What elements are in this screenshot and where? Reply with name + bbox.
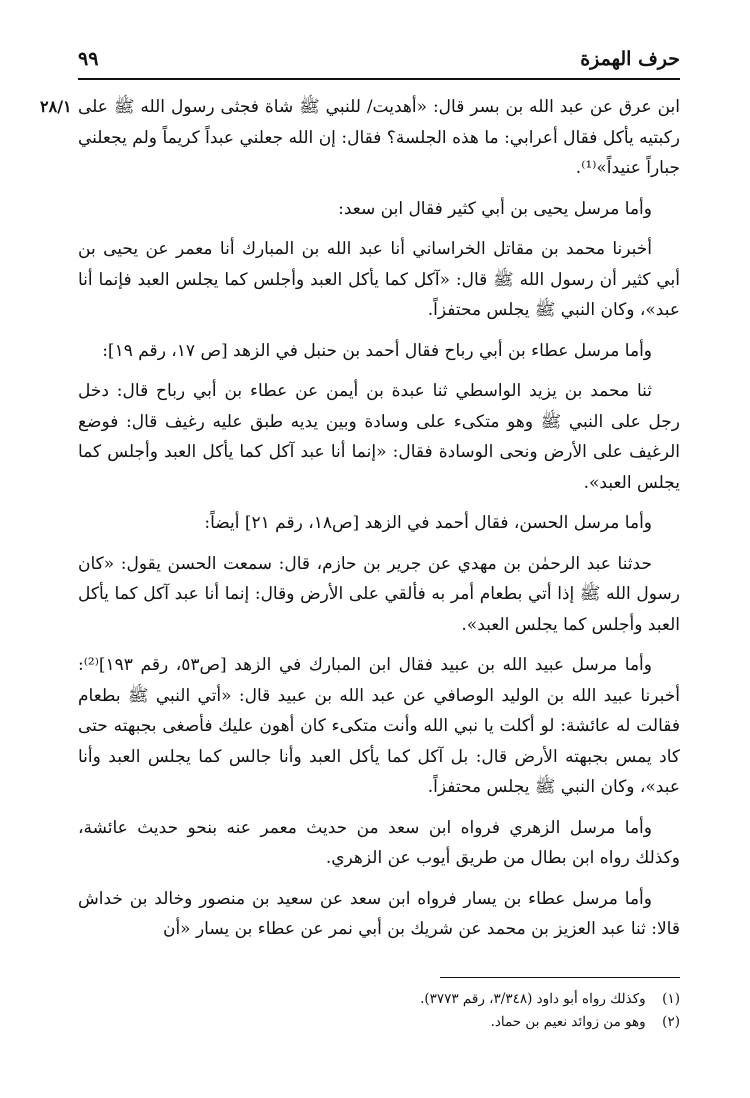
paragraph: حدثنا عبد الرحمٰن بن مهدي عن جرير بن حازم، قال: سمعت الحسن يقول: «كان رسول الله ﷺ إذا أتي بطعام أمر به فألقي على الأرض وقال: إنما أنا عبد آكل كما يأكل العبد وأجلس كما يجلس العبد». xyxy=(78,553,680,635)
main-text xyxy=(78,92,680,945)
paragraph: أخبرنا محمد بن مقاتل الخراساني أنا عبد الله بن المبارك أنا معمر عن يحيى بن أبي كثير أن رسول الله ﷺ قال: «آكل كما يأكل العبد وأجلس كما يجلس العبد فإنما أنا عبد»، وكان النبي ﷺ يجلس محتفزاً. xyxy=(78,239,680,320)
paragraph: وأما مرسل الزهري فرواه ابن سعد من حديث معمر عنه بنحو حديث عائشة، وكذلك رواه ابن بطال من طريق أيوب عن الزهري. xyxy=(78,817,680,868)
paragraph: ابن عرق عن عبد الله بن بسر قال: «أهديت/ للنبي ﷺ شاة فجثى رسول الله ﷺ على ركبتيه يأكل فقال أعرابي: ما هذه الجلسة؟ فقال: إن الله جعلني عبداً كريماً ولم يجعلني جباراً عنيداً»⁽¹⁾. xyxy=(78,97,680,178)
header-rule xyxy=(78,78,680,80)
footnote-text: وهو من زوائد نعيم بن حماد. xyxy=(490,1014,646,1030)
reference-number: ٢٨/١ xyxy=(40,97,72,116)
footnote xyxy=(78,1011,680,1034)
paragraph: وأما مرسل الحسن، فقال أحمد في الزهد [ص١٨، رقم ٢١] أيضاً: xyxy=(204,513,652,533)
paragraph: ثنا محمد بن يزيد الواسطي ثنا عبدة بن أيمن عن عطاء بن أبي رباح قال: دخل رجل على النبي ﷺ وهو متكىء على وسادة وبين يديه طبق عليه رغيف قال: فوضع الرغيف على الأرض ونحى الوسادة فقال: «إنما أنا عبد آكل كما يأكل العبد وأجلس كما يجلس العبد». xyxy=(78,381,680,493)
footnote-number: (٢) xyxy=(662,1014,680,1030)
footnote xyxy=(78,988,680,1011)
footnote-text: وكذلك رواه أبو داود (٣/٣٤٨، رقم ٣٧٧٣). xyxy=(420,991,646,1007)
paragraph: وأما مرسل يحيى بن أبي كثير فقال ابن سعد: xyxy=(338,198,652,219)
footnote-separator xyxy=(440,977,680,978)
page-number: ٩٩ xyxy=(78,48,99,70)
footnote-number: (١) xyxy=(662,991,680,1007)
paragraph: وأما مرسل عطاء بن أبي رباح فقال أحمد بن حنبل في الزهد [ص ١٧، رقم ١٩]: xyxy=(102,340,652,361)
paragraph: وأما مرسل عبيد الله بن عبيد فقال ابن المبارك في الزهد [ص٥٣، رقم ١٩٣]⁽²⁾: أخبرنا عبيد الله بن الوليد الوصافي عن عبد الله بن عبيد قال: «أتي النبي ﷺ بطعام فقالت له عائشة: لو أكلت يا نبي الله وأنت متكىء كان أهون عليك فأصغى بجبهته حتى كاد يمس بجبهته الأرض قال: بل آكل كما يأكل العبد وأنا جالس كما يجلس العبد وأنا عبد»، وكان النبي ﷺ يجلس محتفزاً. xyxy=(78,655,680,797)
running-title: حرف الهمزة xyxy=(580,48,680,70)
footnotes xyxy=(78,988,680,1034)
page-header xyxy=(78,46,680,76)
paragraph: وأما مرسل عطاء بن يسار فرواه ابن سعد عن سعيد بن منصور وخالد بن خداش قالا: ثنا عبد العزيز بن محمد عن شريك بن أبي نمر عن عطاء بن يسار «أن xyxy=(78,888,680,939)
